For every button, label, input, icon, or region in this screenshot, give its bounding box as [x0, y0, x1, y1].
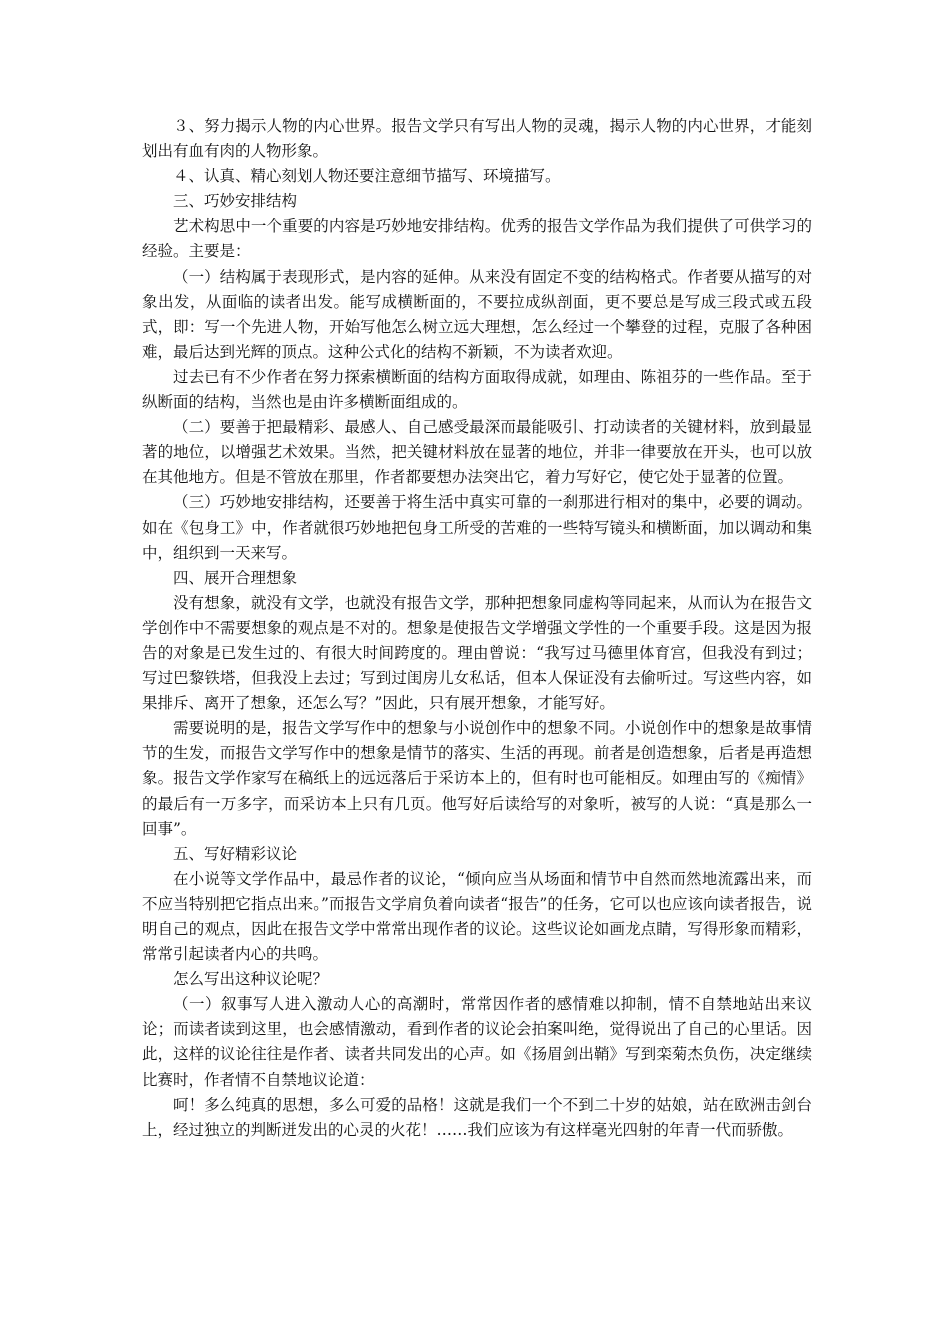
paragraph: ３、努力揭示人物的内心世界。报告文学只有写出人物的灵魂，揭示人物的内心世界，才能刻划出有血有肉的人物形象。 [142, 117, 812, 161]
paragraph: ４、认真、精心刻划人物还要注意细节描写、环境描写。 [173, 167, 561, 186]
paragraph: 在小说等文学作品中，最忌作者的议论，“倾向应当从场面和情节中自然而然地流露出来，而不应当特别把它指点出来。”而报告文学肩负着向读者“报告”的任务，它可以也应该向读者报告，说明自己的观点，因此在报告文学中常常出现作者的议论。这些议论如画龙点睛，写得形象而精彩，常常引起读者内心的共鸣。 [142, 869, 812, 964]
section-heading: 五、写好精彩议论 [173, 844, 298, 863]
paragraph: （一）叙事写人进入激动人心的高潮时，常常因作者的感情难以抑制，情不自禁地站出来议论；而读者读到这里，也会感情激动，看到作者的议论会拍案叫绝，觉得说出了自己的心里话。因此，这样的议论往往是作者、读者共同发出的心声。如《扬眉剑出鞘》写到栾菊杰负伤，决定继续比赛时，作者情不自禁地议论道： [142, 995, 812, 1089]
paragraph: 艺术构思中一个重要的内容是巧妙地安排结构。优秀的报告文学作品为我们提供了可供学习的经验。主要是： [142, 217, 812, 261]
paragraph: 过去已有不少作者在努力探索横断面的结构方面取得成就，如理由、陈祖芬的一些作品。至于纵断面的结构，当然也是由许多横断面组成的。 [142, 367, 812, 412]
paragraph: （二）要善于把最精彩、最感人、自己感受最深而最能吸引、打动读者的关键材料，放到最显著的地位，以增强艺术效果。当然，把关键材料放在显著的地位，并非一律要放在开头，也可以放在其他地方。但是不管放在那里，作者都要想办法突出它，着力写好它，使它处于显著的位置。 [142, 418, 812, 487]
paragraph: 没有想象，就没有文学，也就没有报告文学，那种把想象同虚构等同起来，从而认为在报告文学创作中不需要想象的观点是不对的。想象是使报告文学增强文学性的一个重要手段。这是因为报告的对象是已发生过的、有很大时间跨度的。理由曾说：“我写过马德里体育宫，但我没有到过；写过巴黎铁塔，但我没上去过；写到过闺房儿女私话，但本人保证没有去偷听过。写这些内容，如果排斥、离开了想象，还怎么写？”因此，只有展开想象，才能写好。 [142, 593, 812, 713]
paragraph: （一）结构属于表现形式，是内容的延伸。从来没有固定不变的结构格式。作者要从描写的对象出发，从面临的读者出发。能写成横断面的，不要拉成纵剖面，更不要总是写成三段式或五段式，即：写一个先进人物，开始写他怎么树立远大理想，怎么经过一个攀登的过程，克服了各种困难，最后达到光辉的顶点。这种公式化的结构不新颖，不为读者欢迎。 [142, 267, 812, 361]
paragraph: 需要说明的是，报告文学写作中的想象与小说创作中的想象不同。小说创作中的想象是故事情节的生发，而报告文学写作中的想象是情节的落实、生活的再现。前者是创造想象，后者是再造想象。报告文学作家写在稿纸上的远远落后于采访本上的，但有时也可能相反。如理由写的《痴情》的最后有一万多字，而采访本上只有几页。他写好后读给写的对象听，被写的人说：“真是那么一回事”。 [142, 719, 812, 838]
paragraph: 怎么写出这种议论呢？ [173, 970, 329, 989]
paragraph: （三）巧妙地安排结构，还要善于将生活中真实可靠的一刹那进行相对的集中，必要的调动。如在《包身工》中，作者就很巧妙地把包身工所受的苦难的一些特写镜头和横断面，加以调动和集中，组织到一天来写。 [142, 493, 812, 562]
section-heading: 四、展开合理想象 [173, 568, 298, 587]
section-heading: 三、巧妙安排结构 [173, 192, 298, 211]
quote-paragraph: 呵！多么纯真的思想，多么可爱的品格！这就是我们一个不到二十岁的姑娘，站在欧洲击剑台上，经过独立的判断迸发出的心灵的火花！……我们应该为有这样毫光四射的年青一代而骄傲。 [142, 1095, 812, 1139]
document-body [142, 114, 812, 1143]
